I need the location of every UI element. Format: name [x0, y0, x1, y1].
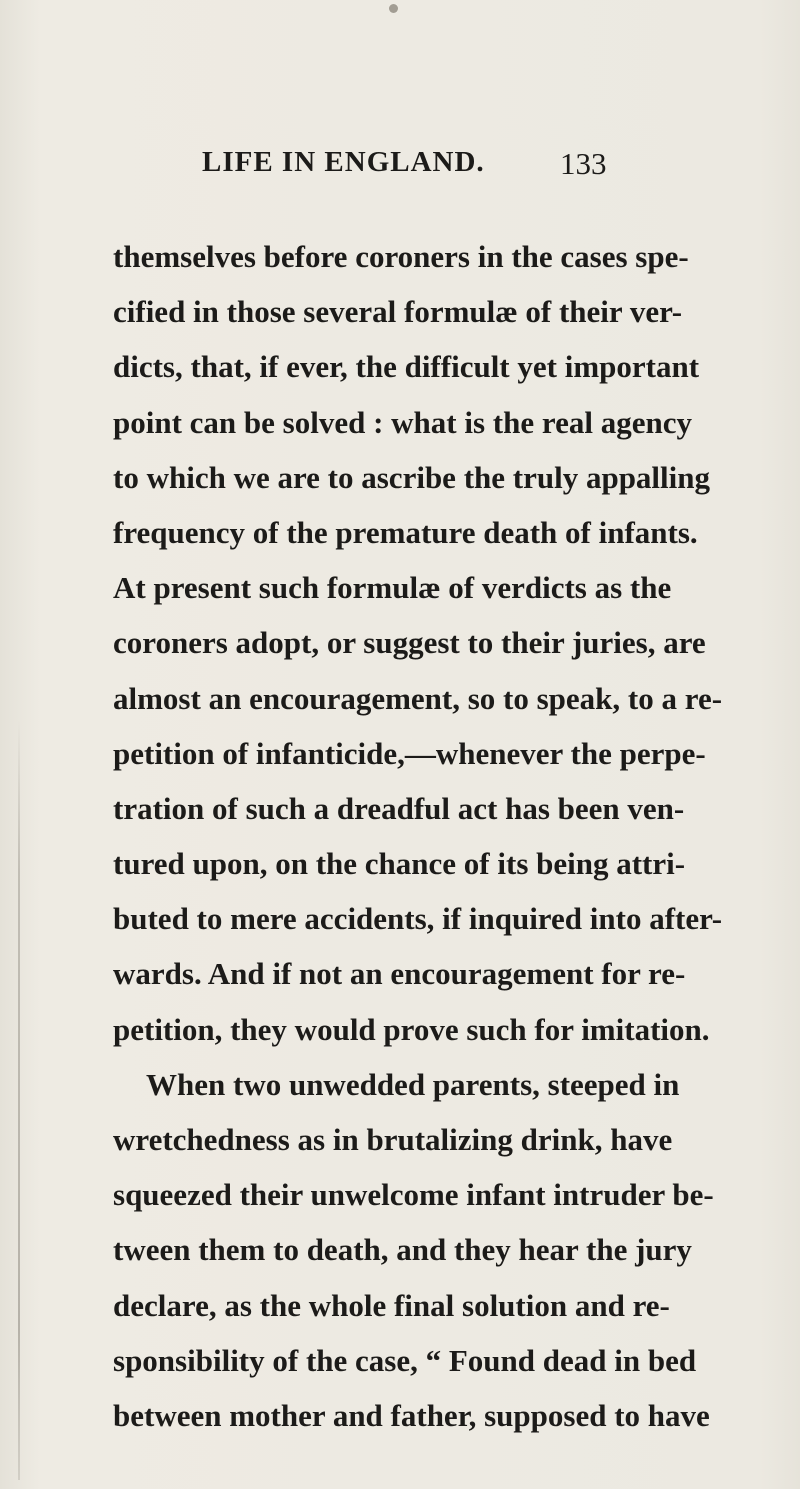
text-line: At present such formulæ of verdicts as the [113, 570, 672, 606]
text-line: squeezed their unwelcome infant intruder be- [113, 1177, 714, 1213]
text-line: tween them to death, and they hear the jury [113, 1232, 692, 1268]
running-title: LIFE IN ENGLAND. [202, 146, 485, 178]
text-line: frequency of the premature death of infants. [113, 514, 698, 550]
text-line: themselves before coroners in the cases spe- [113, 239, 689, 274]
text-line: cified in those several formulæ of their ver- [113, 294, 683, 330]
page-number: 133 [560, 146, 607, 181]
text-line: declare, as the whole final solution and re- [113, 1287, 670, 1323]
text-line: buted to mere accidents, if inquired into after- [113, 901, 723, 937]
text-line: tration of such a dreadful act has been ven- [113, 790, 685, 826]
body-text [113, 229, 723, 1443]
text-line: wards. And if not an encouragement for re- [113, 956, 686, 992]
text-line: wretchedness as in brutalizing drink, have [113, 1122, 673, 1157]
text-line: point can be solved : what is the real agency [113, 404, 692, 440]
text-line: petition of infanticide,—whenever the perpe- [113, 735, 706, 771]
text-line: dicts, that, if ever, the difficult yet important [113, 349, 700, 385]
text-line: petition, they would prove such for imitation. [113, 1011, 710, 1047]
text-line-paragraph-start: When two unwedded parents, steeped in [146, 1066, 680, 1102]
binding-shadow [18, 720, 20, 1480]
text-line: sponsibility of the case, “ Found dead in bed [113, 1342, 697, 1378]
running-head [0, 146, 800, 186]
text-line: between mother and father, supposed to have [113, 1397, 710, 1433]
ink-dot [389, 4, 398, 13]
text-line: tured upon, on the chance of its being attri- [113, 846, 686, 882]
text-line: almost an encouragement, so to speak, to a re- [113, 680, 723, 716]
text-line: coroners adopt, or suggest to their juries, are [113, 625, 706, 661]
text-line: to which we are to ascribe the truly appalling [113, 459, 711, 495]
